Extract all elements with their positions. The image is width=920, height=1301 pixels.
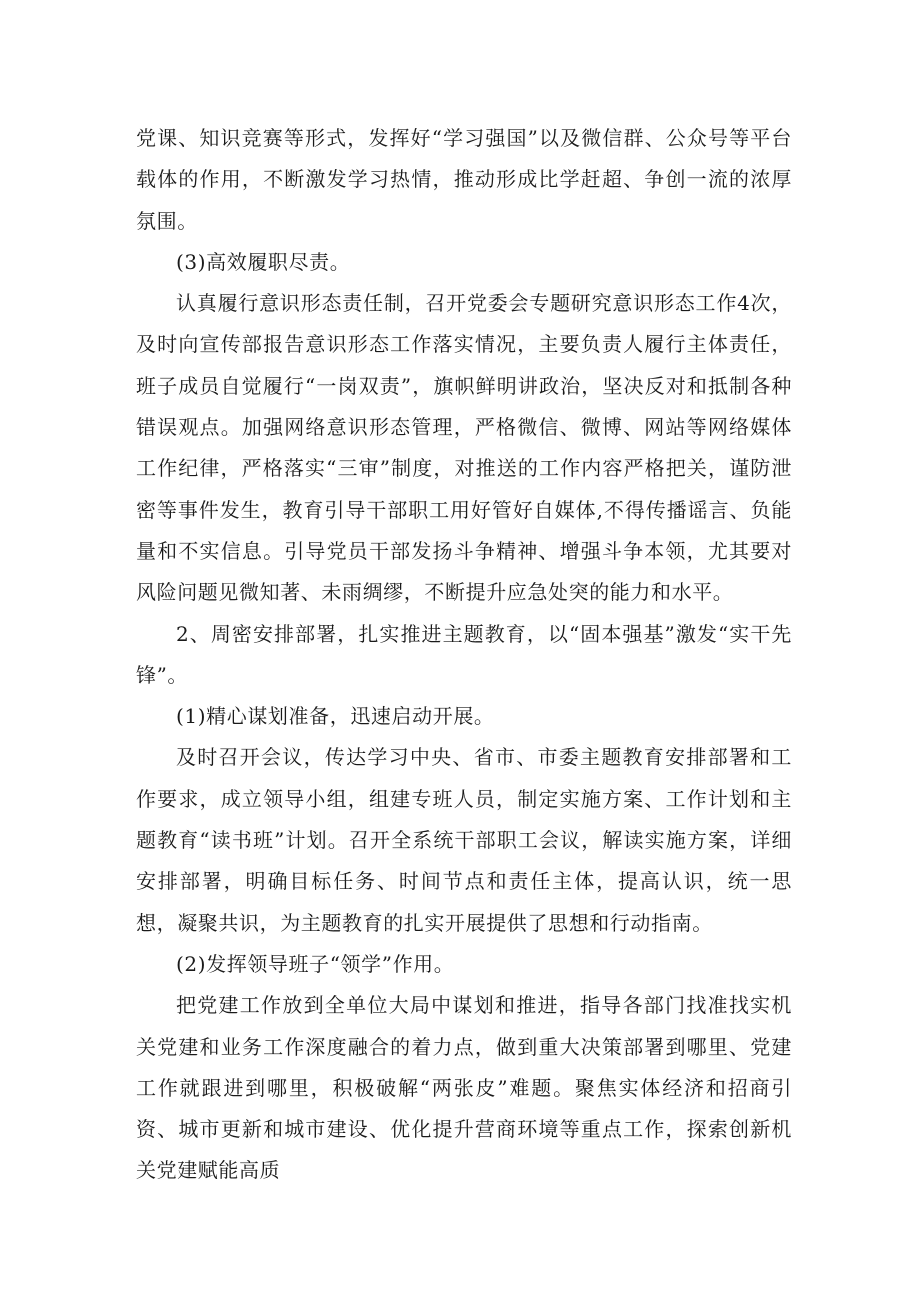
body-paragraph: 党课、知识竞赛等形式，发挥好“学习强国”以及微信群、公众号等平台载体的作用，不断激发学习热情，推动形成比学赶超、争创一流的浓厚氛围。: [136, 126, 792, 233]
body-paragraph: 认真履行意识形态责任制，召开党委会专题研究意识形态工作4次，及时向宣传部报告意识形态工作落实情况，主要负责人履行主体责任，班子成员自觉履行“一岗双责”，旗帜鲜明讲政治，坚决反对和抵制各种错误观点。加强网络意识形态管理，严格微信、微博、网站等网络媒体工作纪律，严格落实“三审”制度，对推送的工作内容严格把关，谨防泄密等事件发生，教育引导干部职工用好管好自媒体,不得传播谣言、负能量和不实信息。引导党员干部发扬斗争精神、增强斗争本领，尤其要对风险问题见微知著、未雨绸缪，不断提升应急处突的能力和水平。: [136, 291, 792, 605]
body-paragraph: 把党建工作放到全单位大局中谋划和推进，指导各部门找准找实机关党建和业务工作深度融合的着力点，做到重大决策部署到哪里、党建工作就跟进到哪里，积极破解“两张皮”难题。聚焦实体经济和招商引资、城市更新和城市建设、优化提升营商环境等重点工作，探索创新机关党建赋能高质: [136, 993, 792, 1183]
document-body: [136, 118, 792, 1192]
section-heading: 2、周密安排部署，扎实推进主题教育，以“固本强基”激发“实干先锋”。: [136, 621, 792, 687]
section-heading: (3)高效履职尽责。: [176, 249, 351, 274]
section-heading: (1)精心谋划准备，迅速启动开展。: [176, 704, 495, 729]
section-heading: (2)发挥领导班子“领学”作用。: [176, 951, 455, 976]
body-paragraph: 及时召开会议，传达学习中央、省市、市委主题教育安排部署和工作要求，成立领导小组，组建专班人员，制定实施方案、工作计划和主题教育“读书班”计划。召开全系统干部职工会议，解读实施方案，详细安排部署，明确目标任务、时间节点和责任主体，提高认识，统一思想，凝聚共识，为主题教育的扎实开展提供了思想和行动指南。: [136, 745, 792, 935]
